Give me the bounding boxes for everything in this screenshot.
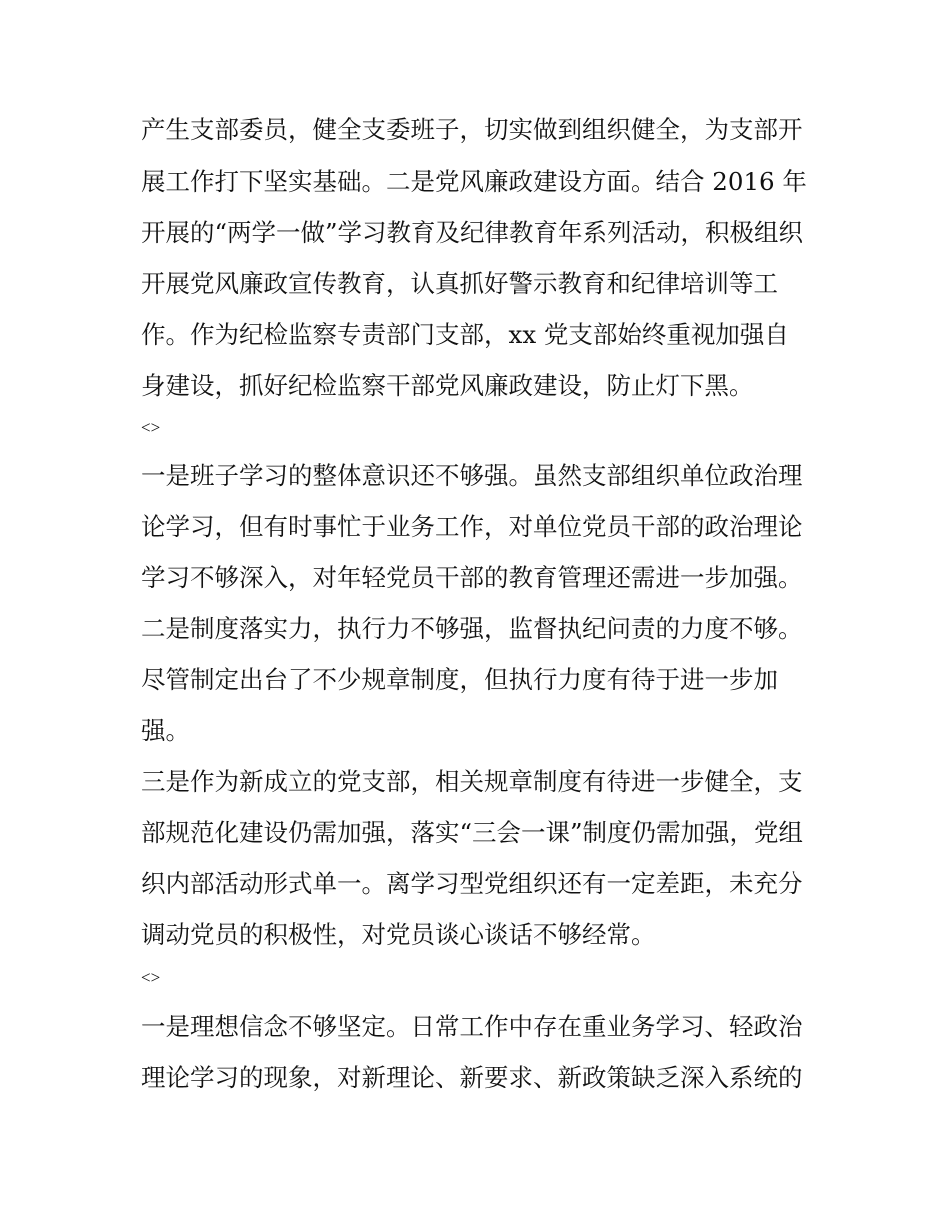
text-line: 作。作为纪检监察专责部门支部，xx 党支部始终重视加强自 bbox=[141, 320, 789, 349]
text-line: 强。 bbox=[141, 716, 190, 745]
text-line: 二是制度落实力，执行力不够强，监督执纪问责的力度不够。 bbox=[141, 614, 803, 643]
text-line: 产生支部委员，健全支委班子，切实做到组织健全，为支部开 bbox=[141, 115, 803, 144]
text-line: 开展的“两学一做”学习教育及纪律教育年系列活动，积极组织 bbox=[141, 218, 804, 247]
text-line: 开展党风廉政宣传教育，认真抓好警示教育和纪律培训等工 bbox=[141, 269, 778, 298]
text-line: 论学习，但有时事忙于业务工作，对单位党员干部的政治理论 bbox=[141, 512, 803, 541]
text-line: 三是作为新成立的党支部，相关规章制度有待进一步健全，支 bbox=[141, 767, 803, 796]
section-placeholder: <> bbox=[141, 968, 161, 987]
text-line: 一是理想信念不够坚定。日常工作中存在重业务学习、轻政治 bbox=[141, 1012, 803, 1041]
text-line: 调动党员的积极性，对党员谈心谈话不够经常。 bbox=[141, 920, 656, 949]
text-line: 一是班子学习的整体意识还不够强。虽然支部组织单位政治理 bbox=[141, 461, 803, 490]
text-line: 学习不够深入，对年轻党员干部的教育管理还需进一步加强。 bbox=[141, 563, 803, 592]
text-line: 织内部活动形式单一。离学习型党组织还有一定差距，未充分 bbox=[141, 869, 803, 898]
text-line: 展工作打下坚实基础。二是党风廉政建设方面。结合 2016 年 bbox=[141, 167, 807, 196]
section-placeholder: <> bbox=[141, 418, 161, 437]
text-line: 身建设，抓好纪检监察干部党风廉政建设，防止灯下黑。 bbox=[141, 371, 754, 400]
text-line: 部规范化建设仍需加强，落实“三会一课”制度仍需加强，党组 bbox=[141, 818, 804, 847]
text-line: 理论学习的现象，对新理论、新要求、新政策缺乏深入系统的 bbox=[141, 1063, 803, 1092]
text-line: 尽管制定出台了不少规章制度，但执行力度有待于进一步加 bbox=[141, 665, 778, 694]
